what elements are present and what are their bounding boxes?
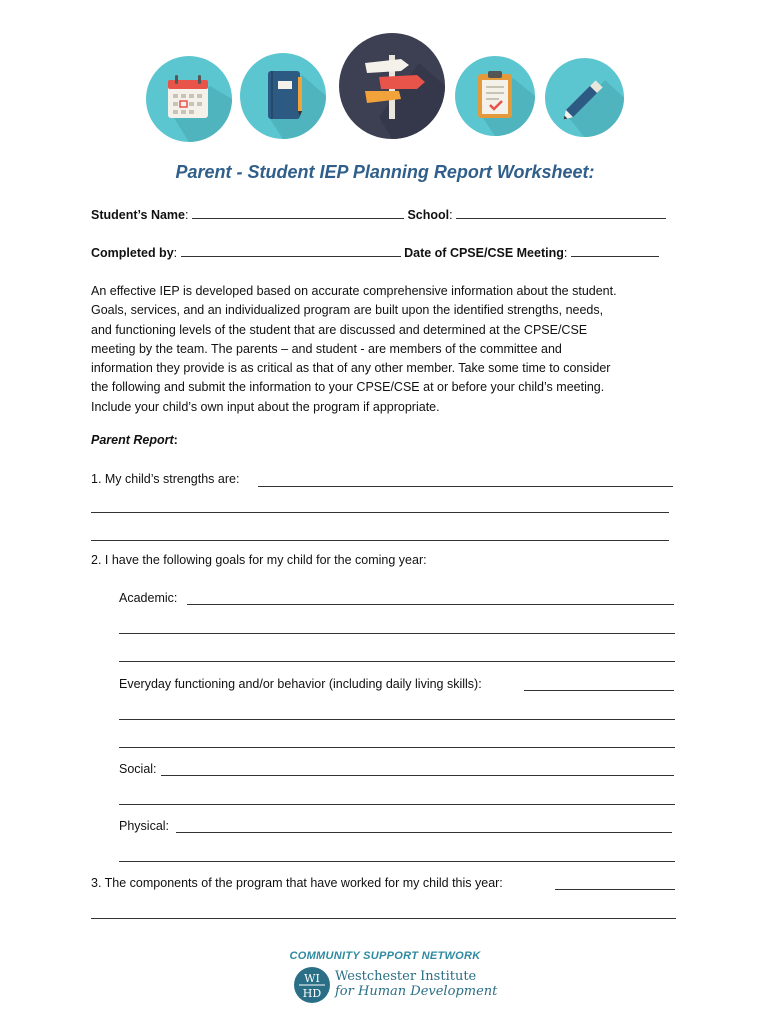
everyday-answer-line[interactable] <box>119 747 675 748</box>
student-school-row: Student’s Name: School: <box>91 206 666 222</box>
physical-answer-line[interactable] <box>119 861 675 862</box>
student-name-label: Student’s Name <box>91 208 186 222</box>
parent-report-heading: Parent Report: <box>91 433 178 447</box>
academic-answer-line[interactable] <box>119 633 675 634</box>
social-answer-line[interactable] <box>161 775 674 776</box>
components-answer-line[interactable] <box>555 889 675 890</box>
wihd-logo <box>293 966 498 1006</box>
physical-label: Physical: <box>119 819 170 833</box>
community-support-network-label: COMMUNITY SUPPORT NETWORK <box>289 950 481 962</box>
everyday-answer-line[interactable] <box>524 690 674 691</box>
page-title: Parent - Student IEP Planning Report Worksheet: <box>175 162 595 182</box>
everyday-answer-line[interactable] <box>119 719 675 720</box>
logo-initials-bottom: HD <box>302 987 322 1000</box>
question-3: 3. The components of the program that have worked for my child this year: <box>91 876 503 890</box>
school-field[interactable] <box>456 206 666 219</box>
everyday-label: Everyday functioning and/or behavior (including daily living skills): <box>119 677 482 691</box>
strengths-answer-line[interactable] <box>91 540 669 541</box>
student-name-field[interactable] <box>192 206 404 219</box>
physical-answer-line[interactable] <box>176 832 672 833</box>
pencil-icon <box>545 58 624 137</box>
strengths-answer-line[interactable] <box>91 512 669 513</box>
meeting-date-field[interactable] <box>571 244 659 257</box>
academic-label: Academic: <box>119 591 178 605</box>
clipboard-icon <box>455 56 535 136</box>
org-name: Westchester Institute for Human Development <box>335 969 498 999</box>
school-label: School <box>407 208 450 222</box>
signpost-icon <box>339 33 445 139</box>
notebook-icon <box>240 53 326 139</box>
components-answer-line[interactable] <box>91 918 676 919</box>
question-1: 1. My child’s strengths are: <box>91 472 240 486</box>
completed-by-label: Completed by <box>91 246 174 260</box>
completed-date-row: Completed by: Date of CPSE/CSE Meeting: <box>91 244 659 260</box>
icon-row <box>0 0 770 150</box>
academic-answer-line[interactable] <box>187 604 674 605</box>
meeting-date-label: Date of CPSE/CSE Meeting <box>404 246 564 260</box>
social-label: Social: <box>119 762 157 776</box>
strengths-answer-line[interactable] <box>258 486 673 487</box>
logo-initials-top: WI <box>304 972 320 985</box>
calendar-icon <box>146 56 232 142</box>
question-2: 2. I have the following goals for my child for the coming year: <box>91 553 427 567</box>
wihd-logo-mark <box>293 966 331 1004</box>
academic-answer-line[interactable] <box>119 661 675 662</box>
completed-by-field[interactable] <box>181 244 401 257</box>
intro-paragraph: An effective IEP is developed based on accurate comprehensive information about the student. Goals, services, and an individualized program are built upon the identified strengths, needs, and functioning levels of the student that are discussed and determined at the CPSE/CSE meeting by the team. The parents – and student - are members of the committee and information they provide is as critical as that of any other member. Take some time to consider the following and submit the information to your CPSE/CSE at or before your child’s meeting. Include your child’s own input about the program if appropriate. <box>91 284 617 414</box>
social-answer-line[interactable] <box>119 804 675 805</box>
